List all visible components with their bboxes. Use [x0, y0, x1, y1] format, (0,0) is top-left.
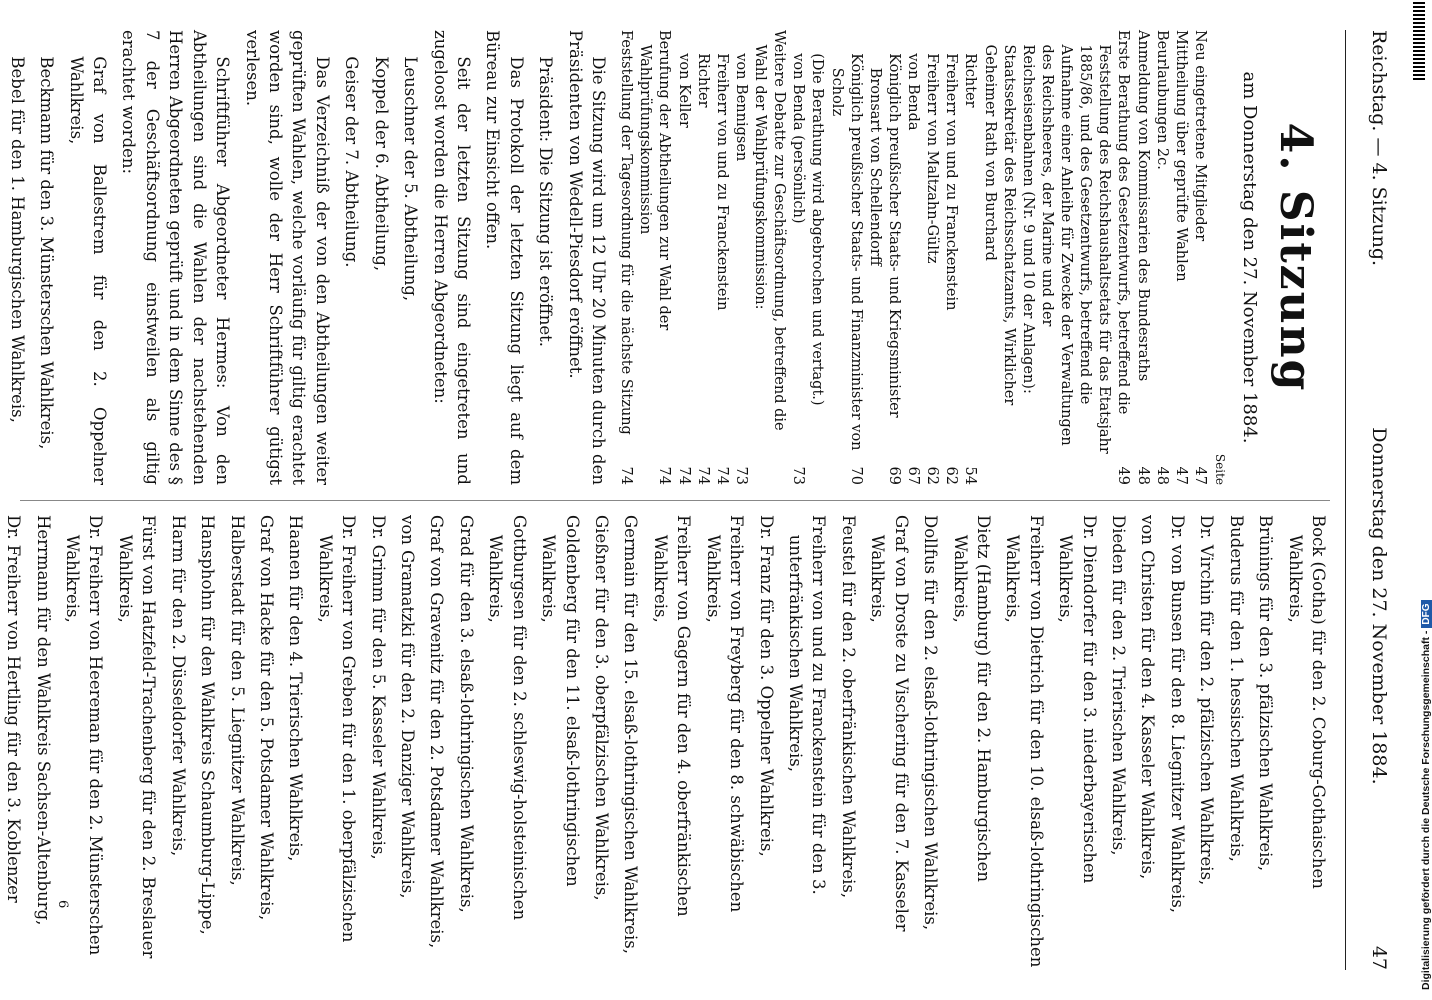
election-entry: von Christen für den 4. Kasseler Wahlkreis, — [1138, 515, 1158, 880]
toc-row — [750, 30, 788, 485]
election-entry: Dr. Diendorfer für den 3. niederbayerischen Wahlkreis, — [1056, 515, 1099, 884]
toc-entry-page: 54 — [962, 466, 979, 485]
list-item — [255, 515, 278, 970]
toc-entry-text: Freiherr von Maltzahn-Gültz — [924, 53, 941, 264]
list-item — [0, 515, 25, 970]
toc-entry-page: 47 — [1172, 466, 1189, 485]
toc-entry-text: von Benda — [905, 53, 922, 131]
toc-entry-text: Berufung der Abtheilungen zur Wahl der Wahlprüfungskommission — [637, 30, 673, 331]
list-item — [784, 515, 831, 970]
election-entry: Graf von Hacke für den 5. Potsdamer Wahlkreis, — [256, 515, 276, 921]
election-entry: Germain für den 15. elsaß-lothringischen Wahlkreis, — [621, 515, 641, 954]
body-paragraph: Das Verzeichniß der von den Abtheilungen weiter geprüften Wahlen, welche vorläufig für giltig erachtet worden sind, wolle der Herr Schriftführer gütigst verlesen. — [242, 30, 332, 485]
toc-entry-text: Beurlaubungen 2c. — [1153, 30, 1170, 170]
session-title: 4. Sitzung — [1270, 122, 1321, 393]
list-item — [113, 515, 160, 970]
election-entry: Dr. Grimm für den 5. Kasseler Wahlkreis, — [368, 515, 388, 860]
election-entry: Freiherr von Dietrich für den 10. elsaß-lothringischen Wahlkreis, — [1003, 515, 1046, 968]
toc-entry-page: 48 — [1134, 466, 1151, 485]
toc-row — [960, 30, 979, 485]
toc-entry-page: 74 — [675, 466, 692, 485]
list-item — [537, 515, 584, 970]
toc-entry-text: Erste Berathung des Gesetzentwurfs, betreffend die Feststellung des Reichshaushaltsetats für das Etatsjahr 1885/86, und des Gesetzentwurfs, betreffend die Aufnahme einer Anleihe für Zwecke der Verwaltungen des Reichsheeres, der Marine und der Reichseisenbahnen (Nr. 9 und 10 der Anlagen): Staatssekretär des Reichsschatzamts, Wirklicher Geheimer Rath von Burchard — [981, 30, 1132, 454]
body-paragraph: Geiser der 7. Abtheilung. — [342, 56, 362, 268]
election-entry: Dr. Freiherr von Greben für den 1. oberpfälzischen Wahlkreis, — [315, 515, 359, 943]
election-entry: Dollfus für den 2. elsaß-lothringischen Wahlkreis, — [921, 515, 941, 931]
election-entry: Graf von Gravenitz für den 2. Potsdamer Wahlkreis, — [427, 515, 447, 949]
toc-entry-text: Richter — [694, 53, 711, 108]
funding-note — [1420, 601, 1432, 991]
page-header — [1345, 30, 1390, 970]
toc-entry-page: 62 — [924, 466, 941, 485]
toc-entry-text: von Bennigsen — [732, 53, 749, 162]
left-column — [7, 30, 1330, 485]
list-item — [836, 515, 859, 970]
toc-entry-page: 74 — [713, 466, 730, 485]
toc-row — [922, 30, 941, 485]
election-entry: Bock (Gotha) für den 2. Coburg-Gothaischen Wahlkreis, — [1285, 515, 1328, 889]
list-item — [1165, 515, 1188, 970]
body-paragraph: Die Sitzung wird um 12 Uhr 20 Minuten durch den Präsidenten von Wedell-Piesdorf eröffnet. — [565, 30, 609, 485]
election-entry: Buderus für den 1. hessischen Wahlkreis, — [1226, 515, 1246, 862]
body-paragraph: Schriftführer Abgeordneter Hermes: Von den Abtheilungen sind die Wahlen der nachstehenden Herren Abgeordneten geprüft und in dem Sinne des § 7 der Geschäftsordnung einstweilen als giltig erachtet worden: — [119, 30, 233, 485]
election-entry: Dietz (Hamburg) für den 2. Hamburgischen Wahlkreis, — [950, 515, 993, 883]
toc-row — [865, 30, 903, 485]
election-entry: Dr. Freiherr von Heereman für den 2. Münsterschen Wahlkreis, — [63, 515, 106, 956]
toc-row — [635, 30, 673, 485]
toc-entry-text: Königlich preußischer Staats- und Finanzminister von Scholz — [828, 53, 864, 451]
election-entry: Dr. Franz für den 3. Oppelner Wahlkreis, — [756, 515, 776, 857]
toc-entry-page: 67 — [905, 466, 922, 485]
toc-row — [616, 30, 635, 485]
body-paragraph: Bebel für den 1. Hamburgischen Wahlkreis, — [7, 56, 27, 423]
toc-row — [673, 30, 692, 485]
list-item — [1001, 515, 1048, 970]
body-paragraph: Koppel der 6. Abtheilung, — [371, 56, 391, 272]
list-item — [455, 515, 478, 970]
session-subtitle: am Donnerstag den 27. November 1884. — [1238, 71, 1260, 444]
list-item — [866, 515, 913, 970]
election-entry: Haanen für den 4. Trierischen Wahlkreis, — [286, 515, 306, 862]
toc-entry-page — [750, 457, 788, 485]
list-item — [484, 515, 531, 970]
header-date: Donnerstag den 27. November 1884. — [1368, 427, 1390, 785]
right-body-text — [0, 515, 1330, 970]
body-paragraph: Seit der letzten Sitzung sind eingetreten und zugeloost worden die Herren Abgeordneten: — [430, 30, 473, 485]
toc-entry-page: 74 — [656, 466, 673, 485]
funding-text: Digitalisierung gefördert durch die Deutsche Forschungsgemeinschaft - — [1420, 630, 1432, 990]
toc-entry-text: (Die Berathung wird abgebrochen und vertagt.) — [809, 53, 826, 406]
election-entry: Freiherr von Gagern für den 4. oberfränkischen Wahlkreis, — [650, 515, 694, 917]
list-item — [619, 515, 642, 970]
election-entry: Dieden für den 2. Trierischen Wahlkreis, — [1109, 515, 1129, 856]
body-paragraph: Präsident: Die Sitzung ist eröffnet. — [536, 56, 556, 348]
list-item — [31, 515, 54, 970]
election-entry: Dr. Freiherr von Hertling für den 3. Koblenzer — [4, 515, 24, 903]
toc-entry-page — [807, 457, 826, 485]
scan-edge-pattern — [1413, 0, 1425, 80]
column-divider — [20, 500, 1330, 501]
list-item — [1136, 515, 1159, 970]
election-entry: Graf von Droste zu Vischering für den 7. Kasseler Wahlkreis, — [868, 515, 911, 932]
toc-entry-page: 47 — [1191, 466, 1208, 485]
list-item — [1107, 515, 1130, 970]
toc-entry-text: Richter — [962, 53, 979, 108]
right-column — [4, 515, 1330, 970]
election-entry: Grad für den 3. elsaß-lothringischen Wahlkreis, — [456, 515, 476, 913]
toc-row — [979, 30, 1132, 485]
list-item — [313, 515, 360, 970]
toc-entry-text: Königlich preußischer Staats- und Kriegsminister Bronsart von Schellendorff — [866, 53, 902, 418]
header-left: Reichstag. — 4. Sitzung. — [1368, 30, 1390, 267]
toc-entry-page: 70 — [847, 466, 864, 485]
list-item — [396, 515, 419, 970]
toc-row — [712, 30, 731, 485]
body-paragraph: Beckmann für den 3. Münsterschen Wahlkreis, — [37, 56, 57, 450]
election-entry: Harm für den 2. Düsseldorfer Wahlkreis, — [168, 515, 188, 857]
body-paragraph: Das Protokoll der letzten Sitzung liegt auf dem Büreau zur Einsicht offen. — [483, 30, 526, 485]
toc-entry-text: Neu eingetretene Mitglieder — [1191, 30, 1208, 242]
toc-row — [807, 30, 826, 485]
toc-entry-page: 74 — [694, 466, 711, 485]
election-entry: Gottburgsen für den 2. schleswig-holsteinischen Wahlkreis, — [486, 515, 529, 921]
list-item — [284, 515, 307, 970]
toc-entry-page: 73 — [732, 466, 749, 485]
election-entry: Brünings für den 3. pfälzischen Wahlkreis, — [1256, 515, 1276, 872]
list-item — [1054, 515, 1101, 970]
list-item — [1283, 515, 1330, 970]
list-item — [590, 515, 613, 970]
list-item — [701, 515, 748, 970]
election-entry: Dr. von Bunsen für den 8. Liegnitzer Wahlkreis, — [1167, 515, 1187, 914]
toc-row — [731, 30, 750, 485]
toc-page-label: Seite — [1212, 453, 1227, 485]
toc-entry-page: 74 — [618, 466, 635, 485]
toc-entry-text: von Benda (persönlich) — [790, 53, 807, 224]
toc-row — [693, 30, 712, 485]
toc-entry-text: Mittheilung über geprüfte Wahlen — [1172, 30, 1189, 282]
list-item — [1224, 515, 1247, 970]
body-paragraph: Graf von Ballestrem für den 2. Oppelner Wahlkreis, — [66, 56, 110, 485]
toc-row — [826, 30, 864, 485]
election-entry: Hansphohn für den Wahlkreis Schaumburg-Lippe, — [198, 515, 218, 935]
list-item — [648, 515, 695, 970]
toc-row — [1152, 30, 1171, 485]
toc-entry-page: 69 — [885, 466, 902, 485]
left-body-text — [0, 30, 610, 485]
election-entry: Dr. Virchin für den 2. pfälzischen Wahlkreis, — [1197, 515, 1217, 886]
dfg-logo: DFG — [1421, 601, 1432, 628]
list-item — [754, 515, 777, 970]
toc-row — [1171, 30, 1190, 485]
election-entry: Fürst von Hatzfeld-Trachenberg für den 2. Breslauer Wahlkreis, — [115, 515, 159, 959]
election-entry: von Gramatzki für den 2. Danziger Wahlkreis, — [398, 515, 418, 899]
toc-row — [1132, 30, 1151, 485]
list-item — [425, 515, 448, 970]
table-of-contents — [616, 30, 1209, 485]
election-entry: Goldenberg für den 11. elsaß-lothringischen Wahlkreis, — [539, 515, 582, 887]
toc-row — [788, 30, 807, 485]
list-item — [366, 515, 389, 970]
toc-entry-page: 73 — [790, 466, 807, 485]
toc-entry-text: Anmeldung von Kommissarien des Bundesraths — [1134, 30, 1151, 382]
list-item — [1195, 515, 1218, 970]
signature-mark: 6 — [55, 900, 70, 909]
toc-row — [1190, 30, 1209, 485]
toc-entry-page: 62 — [943, 466, 960, 485]
toc-row — [903, 30, 922, 485]
toc-entry-text: Weitere Debatte zur Geschäftsordnung, betreffend die Wahl der Wahlprüfungskommission: — [752, 30, 788, 431]
election-entry: Freiherr von und zu Franckenstein für den 3. unterfränkischen Wahlkreis, — [785, 515, 829, 895]
toc-entry-text: Feststellung der Tagesordnung für die nächste Sitzung — [618, 30, 635, 435]
election-entry: Herrmann für den Wahlkreis Sachsen-Altenburg, — [33, 515, 53, 926]
body-paragraph: Leuschner der 5. Abtheilung, — [401, 56, 421, 302]
toc-row — [941, 30, 960, 485]
election-entry: Gießner für den 3. oberpfälzischen Wahlkreis, — [592, 515, 612, 901]
toc-entry-page: 49 — [1115, 466, 1132, 485]
list-item — [166, 515, 189, 970]
list-item — [919, 515, 942, 970]
page-number: 47 — [1368, 945, 1390, 970]
list-item — [225, 515, 248, 970]
list-item — [948, 515, 995, 970]
list-item — [1254, 515, 1277, 970]
election-entry: Feustel für den 2. oberfränkischen Wahlkreis, — [838, 515, 858, 899]
toc-entry-text: Freiherr von und zu Franckenstein — [943, 53, 960, 311]
election-entry: Freiherr von Freyberg für den 8. schwäbischen Wahlkreis, — [703, 515, 747, 913]
list-item — [196, 515, 219, 970]
election-entry: Halberstadt für den 5. Liegnitzer Wahlkreis, — [227, 515, 247, 886]
toc-entry-text: von Keller — [675, 53, 692, 128]
toc-entry-page: 48 — [1153, 466, 1170, 485]
toc-entry-text: Freiherr von und zu Franckenstein — [713, 53, 730, 311]
